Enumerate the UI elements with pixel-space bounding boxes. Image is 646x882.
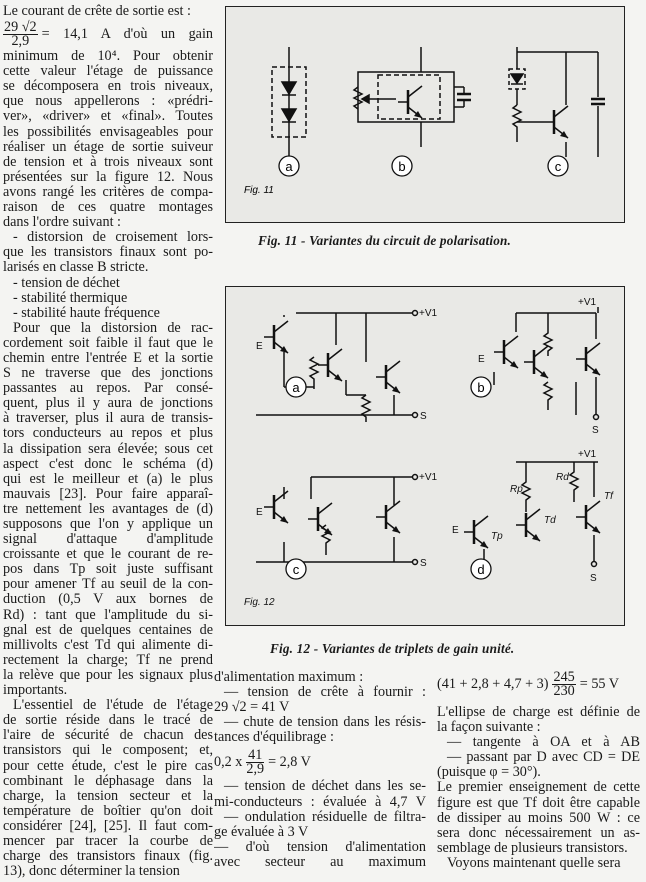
text-line: Pour que la distorsion de rac- xyxy=(13,320,213,336)
middle-column xyxy=(214,670,426,870)
text-line: L'ellipse de charge est définie de xyxy=(437,705,640,720)
text-line: charge, la tension secteur et la xyxy=(3,788,213,804)
formula-result: = 55 V xyxy=(579,675,620,692)
text-line: — tangente à OA et à AB xyxy=(447,735,640,751)
text-line: transistors qui le composent; et, xyxy=(3,743,213,759)
text-line: S ne traverse que des jonctions xyxy=(3,366,213,382)
label-a: a xyxy=(292,380,300,395)
text-line: combinant le déphasage dans la xyxy=(3,773,213,789)
text-line: cette valeur l'étage de puissance xyxy=(3,64,213,80)
text-line: d'alimentation maximum : xyxy=(214,670,364,685)
text-line: 13), donc déterminer la tension xyxy=(3,864,180,880)
input-label-c: E xyxy=(256,507,263,518)
fraction xyxy=(246,746,265,777)
text-line: pour cette étude, c'est le pire cas xyxy=(3,758,213,774)
label-rd: Rd xyxy=(556,472,569,483)
supply-label-b: +V1 xyxy=(578,297,597,308)
text-line: se décomposera en trois niveaux, xyxy=(3,79,213,95)
left-column xyxy=(3,4,213,879)
fraction xyxy=(552,668,575,699)
text-line: que les transistors finaux sont po- xyxy=(3,245,213,261)
text-line: dans l'ordre suivant : xyxy=(3,215,122,231)
formula-result: = 2,8 V xyxy=(268,753,311,770)
label-rp: Rp xyxy=(510,484,523,495)
label-c: c xyxy=(554,159,562,174)
numerator: 29 √2 xyxy=(4,18,37,35)
text-line: tre nettement les avantages de (d) xyxy=(3,501,213,517)
formula-supply-voltage xyxy=(437,666,640,702)
output-label-d: S xyxy=(590,573,597,584)
text-line: figure est que Tf doit être capable xyxy=(437,795,640,811)
text-line: de tension et à trois niveaux sont xyxy=(3,154,213,170)
text-line: - stabilité haute fréquence xyxy=(13,305,160,321)
text-line: présentées sur la figure 12. Nous xyxy=(3,169,213,185)
text-line: 29 √2 = 41 V xyxy=(214,700,290,716)
text-line: avons rangé les critères de compa- xyxy=(3,184,213,200)
input-label-a: E xyxy=(256,341,263,352)
figure-11-schematic xyxy=(226,7,624,222)
label-b: b xyxy=(398,159,406,174)
text-line: signal d'attaque d'amplitude xyxy=(3,532,213,548)
text-line: larisés en classe B stricte. xyxy=(3,260,149,276)
text-line: duction (0,5 V aux bornes de xyxy=(3,592,213,608)
numerator: 41 xyxy=(248,746,263,763)
text-line: température de boîtier qu'on doit xyxy=(3,803,213,819)
output-label-b: S xyxy=(592,425,599,436)
formula-result: = 14,1 A d'où un gain xyxy=(41,25,213,42)
figure-tag: Fig. 11 xyxy=(244,185,274,196)
text-line: ver», «driver» et «final». Toutes xyxy=(3,109,213,125)
text-line: de dissiper au moins 500 W : ce xyxy=(437,810,640,826)
text-line: cordement soit faible il faut que le xyxy=(3,335,213,351)
text-line: de sortie réside dans le tracé de xyxy=(3,713,213,729)
text-line: — tension de déchet dans les se- xyxy=(224,779,426,795)
text-line: les possibilités envisageables pour xyxy=(3,124,213,140)
text-line: Voyons maintenant quelle sera xyxy=(447,855,621,871)
denominator: 2,9 xyxy=(11,32,30,49)
text-line: importants. xyxy=(3,683,68,699)
label-a: a xyxy=(285,159,293,174)
denominator: 230 xyxy=(553,682,575,699)
text-line: - distorsion de croisement lors- xyxy=(13,230,213,246)
label-b: b xyxy=(477,380,485,395)
text-line: mauvais [23]. Pour faire apparaî- xyxy=(3,486,213,502)
figure-tag: Fig. 12 xyxy=(244,597,275,608)
text-line: la dissipation sera élevée; sous cet xyxy=(3,441,213,457)
text-line: tors conducteurs au repos et plus xyxy=(3,426,213,442)
supply-label-a: +V1 xyxy=(419,308,438,319)
text-line: que nous appellerons : «prédri- xyxy=(3,94,213,110)
text-line: charge des transistors finaux (fig. xyxy=(3,849,213,865)
text-line: la relève que pour les signaux plus xyxy=(3,667,213,683)
text-line: l'aire de sécurité de chacun des xyxy=(3,728,213,744)
input-label-d: E xyxy=(452,525,459,536)
text-line: — chute de tension dans les résis- xyxy=(224,715,426,731)
text-line: — d'où tension d'alimentation xyxy=(214,839,426,855)
text-line: - stabilité thermique xyxy=(13,290,128,306)
right-column xyxy=(437,666,640,871)
text-line: mi-conducteurs : évaluée à 4,7 V xyxy=(214,794,426,810)
formula-prefix: 0,2 x xyxy=(214,753,243,770)
text-line: aspect c'est donc le schéma (d) xyxy=(3,456,213,472)
text-line: raison de ces quatre montages xyxy=(3,200,213,216)
text-line: semblage de plusieurs transistors. xyxy=(437,840,628,856)
fraction xyxy=(3,18,38,49)
text-line: — tension de crête à fournir : xyxy=(224,685,426,701)
input-label-b: E xyxy=(478,354,485,365)
label-c: c xyxy=(292,562,300,577)
text-line: — ondulation résiduelle de filtra- xyxy=(224,809,426,825)
supply-label-c: +V1 xyxy=(419,472,438,483)
text-line: sera donc nécessairement un as- xyxy=(437,825,640,841)
text-line: tances d'équilibrage : xyxy=(214,730,334,746)
text-line: qui est le meilleur et (a) le plus xyxy=(3,471,213,487)
supply-label-d: +V1 xyxy=(578,449,597,460)
text-line: supposons que l'on y applique un xyxy=(3,517,213,532)
text-line: la façon suivante : xyxy=(437,720,541,736)
numerator: 245 xyxy=(553,668,575,685)
output-label-c: S xyxy=(420,558,427,569)
text-line: millivolts c'est Td qui alimente di- xyxy=(3,637,213,653)
figure-11 xyxy=(225,6,625,223)
text-line: (puisque φ = 30°). xyxy=(437,765,541,781)
text-line: minimum de 10⁴. Pour obtenir xyxy=(3,49,213,65)
text-line: rectement la charge; Tf ne prend xyxy=(3,652,213,668)
denominator: 2,9 xyxy=(246,760,265,777)
figure-12 xyxy=(225,286,625,626)
formula-peak-current xyxy=(3,19,213,49)
label-tp: Tp xyxy=(491,531,503,542)
text-line: réaliser un étage de sortie suiveur xyxy=(3,139,213,155)
text-line: Le premier enseignement de cette xyxy=(437,780,640,796)
text-line: — passant par D avec CD = DE xyxy=(447,750,640,766)
figure-12-schematic xyxy=(226,287,624,625)
text-line: gnal est de quelques centaines de xyxy=(3,622,213,638)
formula-prefix: (41 + 2,8 + 4,7 + 3) xyxy=(437,675,549,692)
label-td: Td xyxy=(544,515,556,526)
text-line: à traverser, plus il aura de transis- xyxy=(3,411,213,427)
text-line: chemin entre l'entrée E et la sortie xyxy=(3,350,213,366)
text-line: Rd) : tant que l'amplitude du si- xyxy=(3,607,213,623)
output-label-a: S xyxy=(420,411,427,422)
text-line: croissante et que le courant de re- xyxy=(3,547,213,563)
text-line: pour amener Tf au seuil de la con- xyxy=(3,577,213,593)
text-line: pos dans Tp soit juste suffisant xyxy=(3,562,213,578)
text-line: L'essentiel de l'étude de l'étage xyxy=(13,698,213,714)
figure-11-caption: Fig. 11 - Variantes du circuit de polarisation. xyxy=(258,233,512,248)
text-line: avec secteur au maximum xyxy=(214,854,426,870)
text-line: considérer [24], [25]. Il faut com- xyxy=(3,818,213,834)
text-line: - tension de déchet xyxy=(13,275,120,291)
text-line: ge évaluée à 3 V xyxy=(214,824,309,840)
figure-12-caption: Fig. 12 - Variantes de triplets de gain unité. xyxy=(270,641,515,656)
label-d: d xyxy=(477,562,485,577)
label-tf: Tf xyxy=(604,491,613,502)
text-line: mencer par tracer la courbe de xyxy=(3,833,213,849)
formula-resistance-drop xyxy=(214,745,426,779)
text-line: quent, plus il y aura de jonctions xyxy=(3,396,213,412)
left-paragraphs xyxy=(3,49,213,879)
text-line: Le courant de crête de sortie est : xyxy=(3,4,191,19)
text-line: passantes au repos. Par consé- xyxy=(3,381,213,397)
